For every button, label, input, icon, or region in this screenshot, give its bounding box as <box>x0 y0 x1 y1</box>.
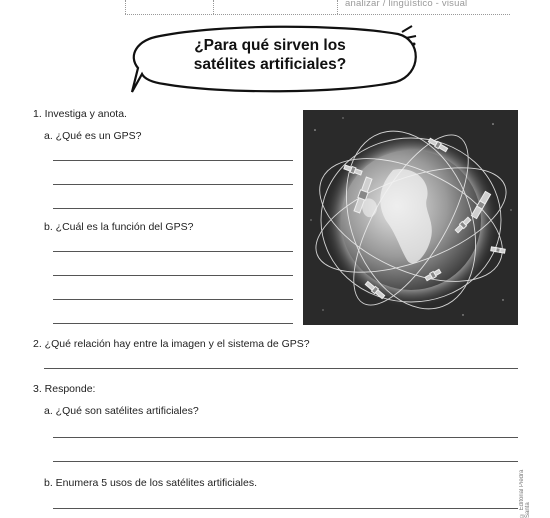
question-1a: a. ¿Qué es un GPS? <box>44 130 142 142</box>
question-3a: a. ¿Qué son satélites artificiales? <box>44 405 199 417</box>
question-2: 2. ¿Qué relación hay entre la imagen y el sistema de GPS? <box>33 338 310 350</box>
question-1b: b. ¿Cuál es la función del GPS? <box>44 221 194 233</box>
header-dotted-rule <box>125 14 510 15</box>
header-tick <box>213 0 214 14</box>
header-tick <box>125 0 126 14</box>
question-3: 3. Responde: <box>33 383 96 395</box>
title-bubble <box>130 22 420 96</box>
answer-line[interactable] <box>53 208 293 209</box>
title-line-1: ¿Para qué sirven los <box>194 37 346 54</box>
publisher-credit: © Editorial Piedra Santa <box>519 469 531 518</box>
page-title <box>130 36 410 74</box>
subject-tags: analizar / lingüístico - visual <box>345 0 468 9</box>
answer-line[interactable] <box>44 368 518 369</box>
satellite-earth-image <box>303 110 518 325</box>
answer-line[interactable] <box>53 437 518 438</box>
globe-satellites-illustration <box>303 110 518 325</box>
answer-line[interactable] <box>53 160 293 161</box>
answer-line[interactable] <box>53 508 518 509</box>
answer-line[interactable] <box>53 184 293 185</box>
question-1: 1. Investiga y anota. <box>33 108 127 120</box>
answer-line[interactable] <box>53 299 293 300</box>
answer-line[interactable] <box>53 275 293 276</box>
title-line-2: satélites artificiales? <box>193 56 347 73</box>
question-3b: b. Enumera 5 usos de los satélites artificiales. <box>44 477 258 489</box>
header-tick <box>337 0 338 14</box>
answer-line[interactable] <box>53 323 293 324</box>
answer-line[interactable] <box>53 251 293 252</box>
answer-line[interactable] <box>53 461 518 462</box>
